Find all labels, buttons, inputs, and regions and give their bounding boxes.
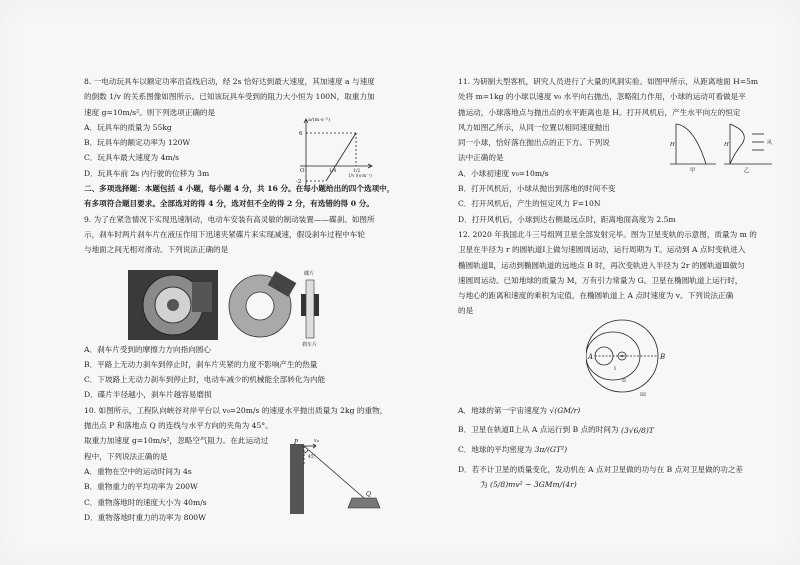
label-v0: v₀ [314,438,319,444]
q12-option-b-text: B．卫星在轨道Ⅱ上从 A 点运行到 B 点的时间为 [458,425,619,435]
q8-x-tick-1: 1/4 [329,169,337,174]
q12-stem: 椭圆轨道Ⅱ，运动到椭圆轨道的远地点 B 时，再次变轨进入半径为 2r 的圆轨道Ⅲ做匀 [458,260,745,270]
label-angle: 45° [308,455,316,460]
q12-stem: 卫星在半径为 r 的圆轨道Ⅰ上做匀速圆周运动，运行周期为 T。运动到 A 点时变轨进入 [458,245,746,255]
q10-stem: 10. 如图所示，工程队向峡谷对岸平台以 v₀=20m/s 的速度水平抛出质量为 2kg 的重物， [84,405,388,415]
point-b: B [660,353,666,361]
q12-option-a-formula: √(GM/r) [549,406,581,416]
q9-stem: 与地面之间无相对滑动。下列说法正确的是 [84,245,229,255]
q11-stem: 处将 m=1kg 的小球以速度 v₀ 水平向右抛出，忽略阻力作用，小球的运动可看做是平 [458,92,746,102]
q12-stem: 12. 2020 年我国北斗三号组网卫星全部发射完毕。图为卫星变轨的示意图，质量为 m 的 [458,229,757,239]
q12-option-c-formula: 3π/(GT²) [534,445,568,455]
q9-stem: 示，刹车时两片刹车片在液压作用下迅速夹紧碟片来实现减速，假设刹车过程中车轮 [84,229,365,239]
q10-option-d: D．重物落地时重力的功率为 800W [84,512,206,522]
label-jia: 甲 [690,168,696,174]
q12-stem: 的是 [458,306,474,316]
q8-stem: 速度 g=10m/s²。则下列选项正确的是 [84,107,216,117]
label-h-yi: H [724,142,729,148]
q8-option-a: A．玩具车的质量为 55kg [84,122,172,132]
q10-stem: 程中，下列说法正确的是 [84,451,168,461]
point-a: A [588,353,594,361]
q12-option-a [458,403,770,419]
q11-option-b: B．打开风机后，小球从抛出到落地的时间不变 [458,184,616,194]
q10-stem: 取重力加速度 g=10m/s²，忽略空气阻力。在此运动过 [84,436,269,446]
pad-left [301,294,306,316]
q11-option-c: C．打开风机后，产生的恒定风力 F=10N [458,199,601,209]
q12-option-b-formula: (3√6/8)T [620,425,654,435]
q9-option-a: A．刹车片受到的摩擦力方向指向圆心 [84,344,211,354]
q11-stem: 同一小球，恰好落在抛出点的正下方。下列说 [458,138,610,148]
label-orbit-i: I [614,366,616,372]
point-p: P [294,439,299,446]
q8-stem: 8. 一电动玩具车以额定功率沿直线启动，经 2s 恰好达到最大速度，其加速度 a 与速度 [84,77,375,86]
label-disc: 碟片 [304,271,315,277]
q12-stem: 与地心的距离和速度的乘积为定值，在椭圆轨道上 A 点时速度为 v。下列说法正确 [458,291,734,301]
q11-stem: 11. 为研制大型客机，研究人员进行了大量的风洞实验。如图甲所示，从距离地面 H=5m [458,77,759,86]
q8-x-tick-2: 1/2 [353,169,361,174]
q8-option-d: D．玩具车前 2s 内行驶的位移为 3m [84,168,210,178]
trajectory-yi [730,124,744,164]
q10-option-b: B．重物重力的平均功率为 200W [84,482,198,492]
q10-option-c: C．重物落地时的速度大小为 40m/s [84,497,207,507]
q12-orbit-figure [586,316,682,400]
q11-stem: 风力如图乙所示，从同一位置以相同速度抛出 [458,122,610,132]
q10-option-a: A．重物在空中的运动时间为 4s [84,466,192,476]
disc-hole [246,292,274,320]
q9-option-b: B．平路上无动力刹车到停止时，刹车片夹紧的力度不影响产生的热量 [84,359,318,369]
label-h-jia: H [670,142,675,148]
q8-origin: O [300,168,305,174]
q9-option-c: C．下坡路上无动力刹车到停止时，电动车减少的机械能全部转化为内能 [84,375,326,385]
q12-option-c [458,442,770,458]
label-yi: 乙 [744,168,750,174]
angle-arc [304,450,308,453]
landing-platform [348,498,380,508]
label-pad: 刹车片 [302,342,318,348]
q8-y-tick-top: 6 [299,131,303,137]
q12-option-b [458,422,770,438]
q8-option-c: C．玩具车最大速度为 4m/s [84,153,180,163]
point-q: Q [366,491,371,498]
q10-figure [286,436,396,516]
q11-stem: 抛运动，小球落地点与抛出点的水平距离也是 H。打开风机后，产生水平向左的恒定 [458,107,741,117]
pq-line [304,446,364,498]
q9-option-d: D．碟片半径越小，刹车片越容易磨损 [84,390,212,400]
q12-stem: 速圆周运动。已知地球的质量为 M，万有引力常量为 G。卫星在椭圆轨道上运行时， [458,275,743,285]
disc-side-view [306,280,314,338]
q11-option-d: D．打开风机后，小球到达右侧最远点时，距离地面高度为 2.5m [458,214,676,224]
q11-option-a: A．小球初速度 v₀=10m/s [458,168,549,178]
q8-graph [296,114,376,194]
section-heading: 有多项符合题目要求。全部选对的得 4 分，选对但不全的得 2 分，有选错的得 0 分。 [84,199,374,209]
q10-stem: 抛出点 P 和落地点 Q 的连线与水平方向的夹角为 45°。 [84,421,273,431]
q9-figure [128,268,328,348]
section-heading: 二、多项选择题：本题包括 4 小题，每小题 4 分，共 16 分。在每小题给出的四个选项中， [84,184,395,194]
caliper-photo [192,282,212,312]
q12-option-d-text: 为 [480,479,488,489]
q9-stem: 9. 为了在紧急情况下实现迅速制动，电动车安装有高灵敏的制动装置——碟刹。如图所 [84,214,375,224]
q12-option-d: D．若不计卫星的质量变化，发动机在 A 点对卫星做的功与在 B 点对卫星做的功之差 [458,464,743,474]
q8-y-label: a/(m·s⁻²) [308,117,331,123]
q8-stem: 的倒数 1/v 的关系图像如图所示。已知该玩具车受到的阻力大小恒为 100N，取重力加 [84,92,375,102]
q12-option-c-text: C．地球的平均密度为 [458,445,533,455]
q8-x-label: 1/v /(s·m⁻¹) [348,173,372,178]
label-wind: 风 [767,140,773,146]
label-orbit-iii: III [640,392,646,398]
q8-option-b: B．玩具车的额定功率为 120W [84,138,191,148]
brake-center [167,299,179,311]
q12-option-d-cont [480,477,770,493]
trajectory-jia [676,124,706,164]
q11-stem: 法中正确的是 [458,153,504,163]
q8-y-tick-bottom: -2 [296,179,302,185]
pad-right [314,294,319,316]
label-orbit-ii: II [622,378,626,384]
cliff [290,444,304,514]
q11-figures [668,114,778,174]
q12-option-d-formula: (5/8)mv² − 3GMm/(4r) [490,480,577,490]
q12-option-a-text: A．地球的第一宇宙速度为 [458,405,548,415]
